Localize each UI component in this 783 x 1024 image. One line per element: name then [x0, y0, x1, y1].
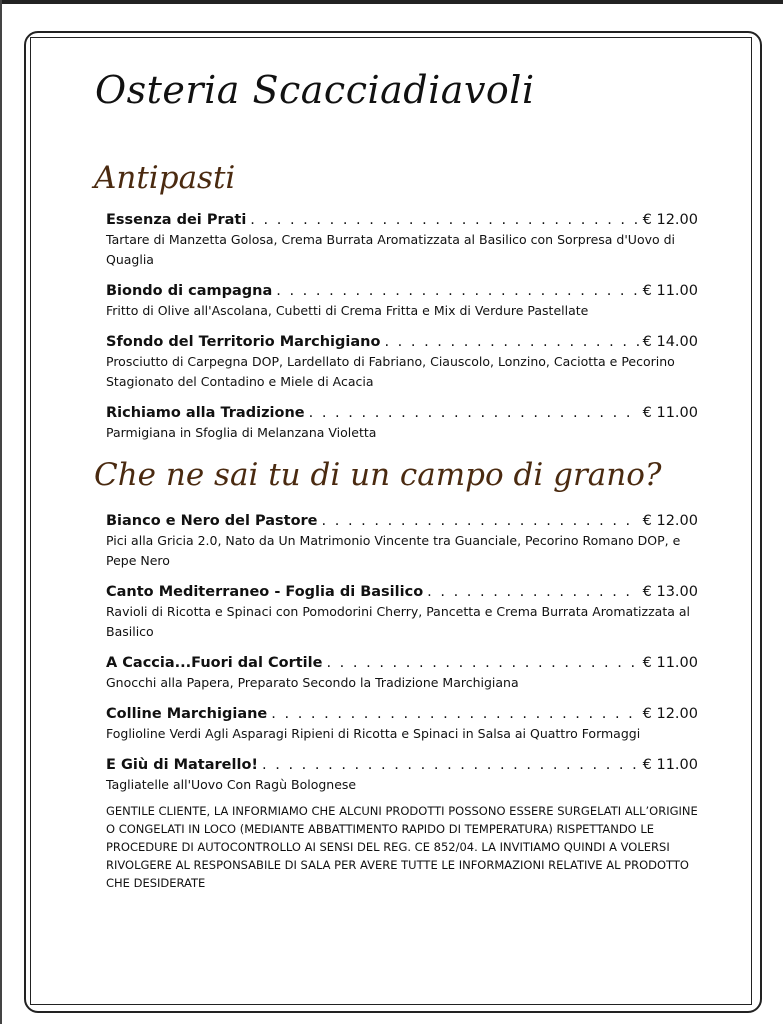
dot-leader	[427, 582, 638, 602]
left-edge	[0, 0, 2, 1024]
dot-leader	[326, 653, 638, 673]
menu-item-description: Gnocchi alla Papera, Preparato Secondo la Tradizione Marchigiana	[106, 675, 519, 690]
dot-leader	[262, 755, 639, 775]
menu-item-name: Canto Mediterraneo - Foglia di Basilico	[106, 584, 424, 600]
dot-leader	[384, 332, 638, 352]
menu-item-name: E Giù di Matarello!	[106, 757, 259, 773]
restaurant-title: Osteria Scacciadiavoli	[95, 68, 535, 112]
menu-item-price: € 12.00	[642, 212, 698, 228]
menu-item-description: Foglioline Verdi Agli Asparagi Ripieni di Ricotta e Spinaci in Salsa ai Quattro Formaggi	[106, 726, 641, 741]
menu-item-row	[106, 704, 698, 724]
menu-item-description: Parmigiana in Sfoglia di Melanzana Violetta	[106, 425, 377, 440]
menu-item-price: € 11.00	[642, 405, 698, 421]
menu-item-row	[106, 653, 698, 673]
menu-item-name: Bianco e Nero del Pastore	[106, 513, 318, 529]
dot-leader	[309, 403, 639, 423]
menu-item-description: Ravioli di Ricotta e Spinaci con Pomodorini Cherry, Pancetta e Crema Burrata Aromatizzata al Basilico	[106, 604, 690, 639]
item-list	[106, 511, 698, 795]
menu-item	[106, 755, 698, 795]
menu-item-price: € 11.00	[642, 757, 698, 773]
menu-item-description: Tartare di Manzetta Golosa, Crema Burrata Aromatizzata al Basilico con Sorpresa d'Uovo di Quaglia	[106, 232, 676, 267]
menu-item	[106, 511, 698, 571]
dot-leader	[322, 511, 639, 531]
menu-item-description: Pici alla Gricia 2.0, Nato da Un Matrimonio Vincente tra Guanciale, Pecorino Romano DOP, e Pepe Nero	[106, 533, 681, 568]
menu-item	[106, 582, 698, 642]
menu-item-row	[106, 210, 698, 230]
menu-item	[106, 704, 698, 744]
top-bar	[0, 0, 783, 4]
menu-item-price: € 11.00	[642, 655, 698, 671]
menu-item-name: Biondo di campagna	[106, 283, 273, 299]
section-primi	[94, 457, 698, 795]
allergen-notice: GENTILE CLIENTE, LA INFORMIAMO CHE ALCUNI PRODOTTI POSSONO ESSERE SURGELATI ALL’ORIGINE O CONGELATI IN LOCO (MEDIANTE ABBATTIMENTO RAPIDO DI TEMPERATURA) RISPETTANDO LE PROCEDURE DI AUTOCONTROLLO AI SENSI DEL REG. CE 852/04. LA INVITIAMO QUINDI A VOLERSI RIVOLGERE AL RESPONSABILE DI SALA PER AVERE TUTTE LE INFORMAZIONI RELATIVE AL PRODOTTO CHE DESIDERATE	[106, 804, 698, 890]
section-title: Antipasti	[94, 160, 236, 196]
menu-item-price: € 12.00	[642, 513, 698, 529]
menu-item	[106, 210, 698, 270]
menu-item-description: Tagliatelle all'Uovo Con Ragù Bolognese	[106, 777, 357, 792]
menu-item-name: Essenza dei Prati	[106, 212, 247, 228]
menu-item-row	[106, 511, 698, 531]
menu-content	[94, 160, 698, 892]
item-list	[106, 210, 698, 443]
dot-leader	[271, 704, 638, 724]
menu-item-row	[106, 281, 698, 301]
menu-item-name: Richiamo alla Tradizione	[106, 405, 305, 421]
menu-item-description: Fritto di Olive all'Ascolana, Cubetti di Crema Fritta e Mix di Verdure Pastellate	[106, 303, 589, 318]
section-title: Che ne sai tu di un campo di grano?	[94, 457, 662, 493]
dot-leader	[276, 281, 638, 301]
menu-item-row	[106, 582, 698, 602]
menu-item-name: Sfondo del Territorio Marchigiano	[106, 334, 381, 350]
menu-item-row	[106, 403, 698, 423]
menu-item-price: € 13.00	[642, 584, 698, 600]
menu-item-price: € 14.00	[642, 334, 698, 350]
menu-item-name: A Caccia...Fuori dal Cortile	[106, 655, 323, 671]
menu-item	[106, 332, 698, 392]
section-antipasti	[94, 160, 698, 443]
menu-item	[106, 653, 698, 693]
menu-item-price: € 11.00	[642, 283, 698, 299]
menu-item	[106, 403, 698, 443]
menu-item-row	[106, 332, 698, 352]
menu-item-price: € 12.00	[642, 706, 698, 722]
menu-item-row	[106, 755, 698, 775]
menu-item-description: Prosciutto di Carpegna DOP, Lardellato di Fabriano, Ciauscolo, Lonzino, Caciotta e Pecorino Stagionato del Contadino e Miele di Acacia	[106, 354, 675, 389]
dot-leader	[250, 210, 638, 230]
menu-item-name: Colline Marchigiane	[106, 706, 268, 722]
menu-item	[106, 281, 698, 321]
